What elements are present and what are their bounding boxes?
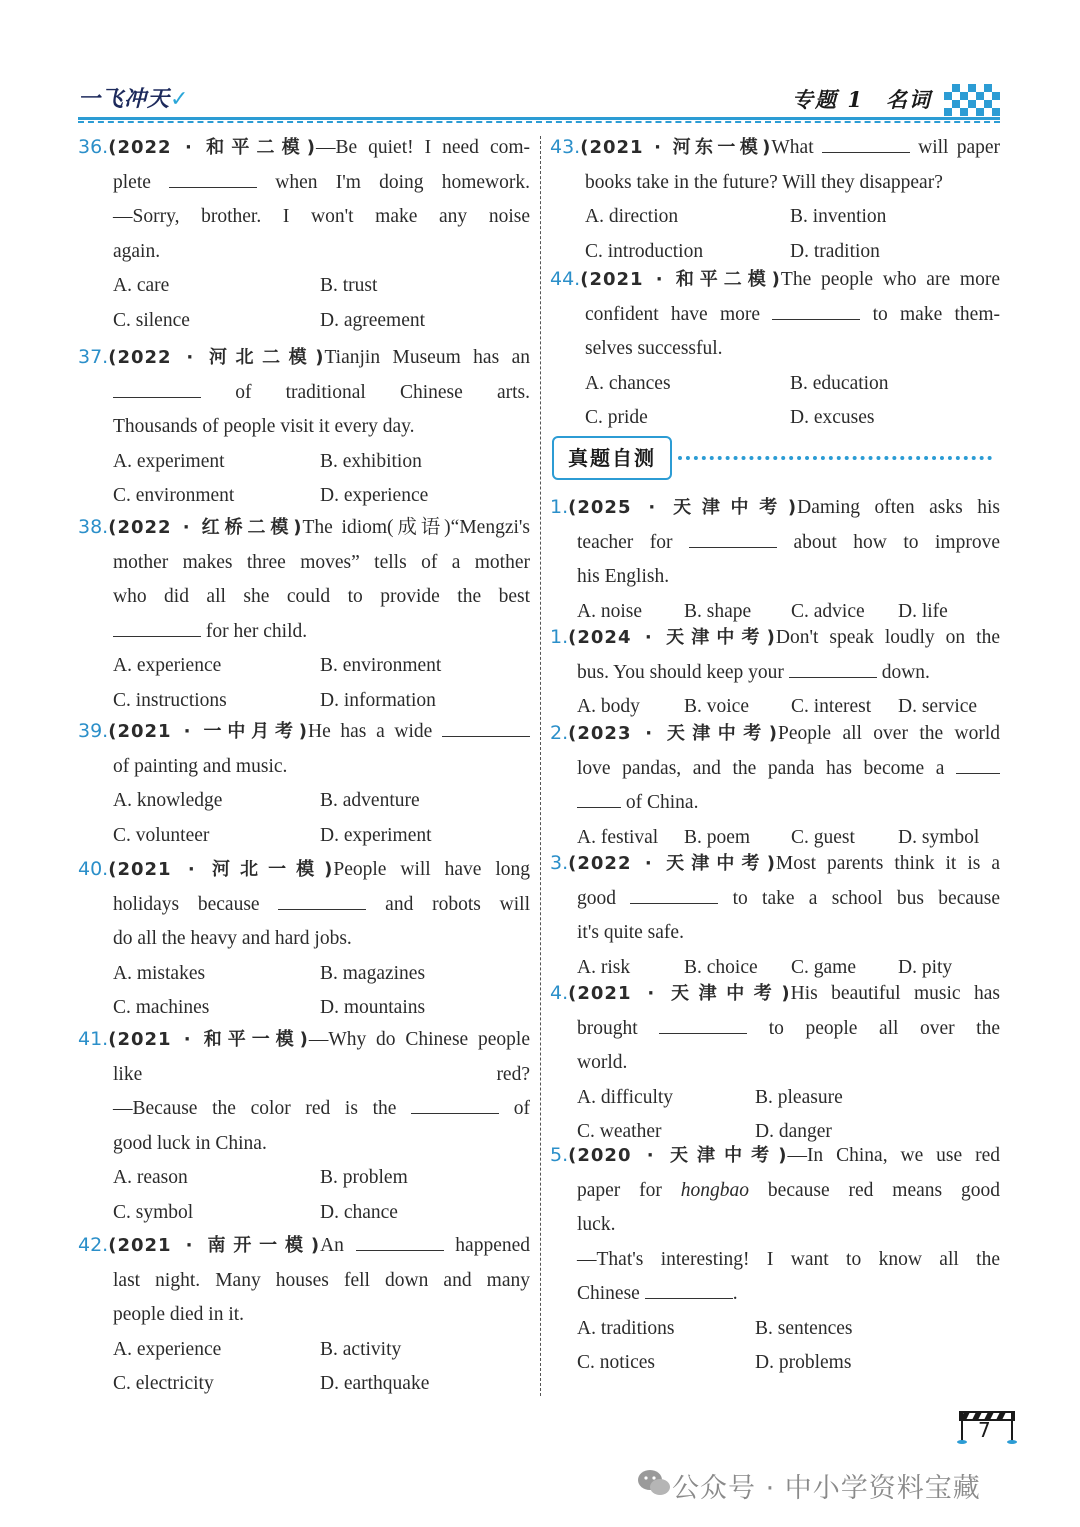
question-line: 44.(2021 · 和平二模)The people who are more (550, 268, 1000, 290)
options-row (78, 479, 530, 514)
answer-blank (113, 618, 201, 637)
question-item (550, 846, 1000, 985)
question-line: of traditional Chinese arts. (78, 376, 530, 411)
options-row (78, 1367, 530, 1402)
options-row (550, 367, 1000, 402)
question-item (78, 510, 530, 718)
question-line: 36.(2022 · 和平二模)—Be quiet! I need com- (78, 136, 531, 158)
question-source: (2022 · 红桥二模) (108, 517, 303, 538)
answer-option: B. voice (684, 696, 749, 717)
answer-option: B. exhibition (320, 450, 422, 472)
answer-blank (442, 718, 530, 737)
question-line: it's quite safe. (577, 922, 684, 943)
answer-option: C. environment (113, 485, 235, 506)
question-number: 4. (550, 982, 569, 1004)
topic-heading (792, 84, 932, 114)
question-line: confident have more to make them- (550, 298, 1000, 333)
question-line: 37.(2022 · 河北二模)Tianjin Museum has an (78, 346, 530, 368)
answer-option: A. noise (577, 600, 642, 622)
question-line: last night. Many houses fell down and many (113, 1269, 530, 1291)
answer-option: A. mistakes (113, 962, 206, 984)
question-source: (2021 · 一中月考) (108, 721, 308, 742)
options-row (550, 200, 1000, 235)
question-number: 41. (78, 1028, 109, 1050)
answer-option: A. difficulty (577, 1086, 674, 1108)
question-line: brought to people all over the (550, 1012, 1000, 1047)
question-item (78, 852, 530, 1026)
options-row (550, 1312, 1000, 1347)
question-number: 43. (550, 136, 581, 158)
question-source: (2024 · 天津中考) (568, 627, 776, 648)
answer-blank (689, 529, 777, 548)
question-line: mother makes three moves” tells of a mother (113, 551, 530, 573)
answer-option: C. instructions (113, 689, 227, 711)
book-logo: 一飞冲天✓ (78, 87, 190, 112)
question-number: 38. (78, 516, 109, 538)
topic-label: 专题 (792, 87, 838, 112)
answer-option: B. sentences (755, 1317, 853, 1339)
answer-option: B. poem (684, 826, 751, 848)
header-rule-dashed (78, 121, 1000, 123)
answer-blank (411, 1095, 499, 1114)
question-line: Chinese . (550, 1277, 1000, 1312)
column-divider (540, 136, 541, 1396)
options-row (78, 1333, 530, 1368)
question-number: 5. (550, 1144, 569, 1166)
question-item (78, 340, 530, 514)
answer-option: D. agreement (320, 309, 426, 331)
answer-option: D. danger (755, 1121, 832, 1142)
question-line: world. (577, 1052, 628, 1073)
answer-option: D. mountains (320, 997, 426, 1018)
section-badge: 真题自测 (552, 436, 672, 480)
answer-option: A. care (113, 275, 170, 296)
answer-option: D. tradition (790, 240, 880, 262)
question-source: (2021 · 和平二模) (580, 269, 781, 290)
question-line: like red? (113, 1063, 530, 1085)
answer-option: D. experiment (320, 824, 432, 846)
question-line: —Sorry, brother. I won't make any noise (113, 206, 530, 227)
answer-option: D. service (898, 696, 978, 717)
answer-option: C. guest (791, 826, 855, 848)
options-row (78, 784, 530, 819)
question-line: 1.(2024 · 天津中考)Don't speak loudly on the (550, 626, 1001, 648)
question-line: 43.(2021 · 河东一模)What will paper (550, 136, 1001, 158)
answer-option: C. silence (113, 309, 190, 331)
answer-blank (630, 885, 718, 904)
question-line: for her child. (78, 615, 530, 650)
answer-option: A. traditions (577, 1317, 675, 1339)
answer-option: A. experience (113, 655, 222, 676)
answer-blank (645, 1280, 733, 1299)
answer-option: D. chance (320, 1201, 398, 1223)
question-number: 3. (550, 852, 569, 874)
answer-option: B. magazines (320, 962, 426, 984)
question-line: good luck in China. (113, 1132, 267, 1154)
question-item (550, 490, 1000, 629)
question-source: (2020 · 天津中考) (568, 1145, 788, 1166)
answer-option: A. direction (585, 206, 679, 227)
answer-blank (772, 301, 860, 320)
answer-option: D. problems (755, 1352, 852, 1373)
question-source: (2022 · 河北二模) (108, 347, 325, 368)
answer-option: C. game (791, 956, 856, 978)
answer-blank (789, 659, 877, 678)
checkered-flag-icon (944, 80, 1000, 120)
answer-option: A. knowledge (113, 790, 223, 811)
answer-blank (577, 789, 621, 808)
answer-option: B. adventure (320, 790, 420, 811)
options-row (78, 1196, 530, 1231)
answer-blank (956, 755, 1000, 774)
answer-option: C. interest (791, 696, 872, 717)
answer-option: D. excuses (790, 407, 875, 428)
section-dotted-rule (678, 456, 992, 460)
question-number: 36. (78, 136, 109, 158)
answer-blank (278, 891, 366, 910)
question-line: selves successful. (585, 338, 723, 359)
answer-option: A. reason (113, 1167, 188, 1188)
answer-option: D. information (320, 689, 436, 711)
question-number: 1. (550, 626, 569, 648)
question-number: 42. (78, 1234, 109, 1256)
answer-blank (169, 169, 257, 188)
question-source: (2021 · 和平一模) (108, 1029, 309, 1050)
question-line: 5.(2020 · 天津中考)—In China, we use red (550, 1144, 1001, 1166)
question-number: 39. (78, 720, 109, 742)
answer-option: B. shape (684, 600, 752, 622)
options-row (78, 684, 530, 719)
answer-option: D. symbol (898, 826, 980, 848)
question-line: paper for hongbao because red means good (577, 1179, 1000, 1201)
answer-option: B. environment (320, 655, 442, 676)
question-source: (2022 · 天津中考) (568, 853, 776, 874)
question-source: (2021 · 河东一模) (580, 137, 772, 158)
answer-option: A. experience (113, 1338, 222, 1360)
answer-blank (113, 379, 201, 398)
answer-option: A. risk (577, 956, 631, 978)
page-number: 7 (978, 1418, 991, 1442)
question-number: 44. (550, 268, 581, 290)
answer-option: C. notices (577, 1352, 655, 1373)
question-line: 38.(2022 · 红桥二模)The idiom(成语)“Mengzi's (78, 516, 530, 538)
question-source: (2023 · 天津中考) (568, 723, 779, 744)
question-item (78, 130, 530, 338)
answer-option: A. festival (577, 826, 659, 848)
wechat-icon (636, 1468, 672, 1498)
options-row (78, 819, 530, 854)
answer-option: C. weather (577, 1121, 662, 1142)
answer-option: B. trust (320, 275, 378, 296)
options-row (550, 1346, 1000, 1381)
answer-blank (822, 134, 910, 153)
question-line: luck. (577, 1214, 616, 1235)
question-number: 37. (78, 346, 109, 368)
question-line: 40.(2021 · 河北一模)People will have long (78, 858, 531, 880)
header-rule (78, 117, 1000, 120)
answer-option: B. education (790, 372, 889, 394)
question-item (550, 620, 1000, 725)
question-line: of China. (550, 786, 1000, 821)
answer-blank (356, 1232, 444, 1251)
options-row (78, 304, 530, 339)
question-item (550, 130, 1000, 269)
answer-option: A. body (577, 696, 640, 717)
answer-option: B. pleasure (755, 1086, 843, 1108)
answer-option: C. volunteer (113, 824, 210, 846)
question-line: do all the heavy and hard jobs. (113, 928, 352, 949)
topic-name: 名词 (885, 87, 932, 112)
question-line: 39.(2021 · 一中月考)He has a wide (78, 714, 530, 750)
question-line: 41.(2021 · 和平一模)—Why do Chinese people (78, 1028, 530, 1050)
answer-option: C. symbol (113, 1201, 194, 1223)
question-line: of painting and music. (113, 755, 288, 777)
question-line: —That's interesting! I want to know all the (577, 1248, 1000, 1270)
answer-option: B. activity (320, 1338, 402, 1360)
question-item (78, 1228, 530, 1402)
question-item (550, 1138, 1000, 1381)
question-item (550, 262, 1000, 436)
answer-option: B. choice (684, 956, 758, 978)
question-number: 1. (550, 496, 569, 518)
question-line: Thousands of people visit it every day. (113, 416, 415, 437)
question-line: his English. (577, 566, 670, 587)
answer-option: B. problem (320, 1167, 408, 1188)
question-item (78, 1022, 530, 1230)
question-source: (2025 · 天津中考) (568, 497, 798, 518)
answer-option: D. earthquake (320, 1373, 430, 1394)
options-row (78, 445, 530, 480)
topic-number: 1 (847, 87, 864, 112)
question-item (78, 714, 530, 853)
question-line: good to take a school bus because (550, 882, 1000, 917)
question-line: love pandas, and the panda has become a (550, 752, 1000, 787)
question-number: 40. (78, 858, 109, 880)
question-line: people died in it. (113, 1304, 245, 1325)
question-line: 2.(2023 · 天津中考)People all over the world (550, 722, 1001, 744)
question-line: bus. You should keep your down. (550, 656, 1000, 691)
question-source: (2022 · 和平二模) (108, 137, 316, 158)
answer-blank (659, 1015, 747, 1034)
question-item (550, 716, 1000, 855)
question-line: plete when I'm doing homework. (78, 166, 530, 201)
answer-option: A. chances (585, 372, 671, 394)
answer-option: C. machines (113, 997, 210, 1018)
question-line: books take in the future? Will they disappear? (585, 171, 943, 193)
watermark-text: 公众号 · 中小学资料宝藏 (672, 1473, 981, 1504)
options-row (78, 957, 530, 992)
question-line: who did all she could to provide the best (113, 586, 530, 607)
answer-option: C. introduction (585, 240, 704, 262)
answer-option: D. experience (320, 485, 429, 506)
options-row (78, 1161, 530, 1196)
question-line: 42.(2021 · 南开一模)An happened (78, 1234, 531, 1256)
question-line: 3.(2022 · 天津中考)Most parents think it is a (550, 852, 1000, 874)
answer-option: D. pity (898, 956, 953, 978)
question-line: again. (113, 240, 161, 262)
options-row (78, 991, 530, 1026)
question-number: 2. (550, 722, 569, 744)
answer-option: D. life (898, 600, 948, 622)
question-item (550, 976, 1000, 1150)
options-row (78, 269, 530, 304)
answer-option: C. advice (791, 600, 865, 622)
question-line: 1.(2025 · 天津中考)Daming often asks his (550, 496, 1001, 518)
question-line: 4.(2021 · 天津中考)His beautiful music has (550, 982, 1000, 1004)
question-line: holidays because and robots will (78, 888, 530, 923)
answer-option: A. experiment (113, 450, 225, 472)
answer-option: C. pride (585, 407, 648, 428)
question-line: teacher for about how to improve (550, 526, 1000, 561)
question-source: (2021 · 天津中考) (568, 983, 791, 1004)
question-line: —Because the color red is the of (78, 1092, 530, 1127)
answer-option: C. electricity (113, 1373, 214, 1394)
options-row (550, 1081, 1000, 1116)
options-row (78, 649, 530, 684)
question-source: (2021 · 南开一模) (108, 1235, 321, 1256)
options-row (550, 401, 1000, 436)
question-source: (2021 · 河北一模) (108, 859, 334, 880)
answer-option: B. invention (790, 206, 887, 227)
